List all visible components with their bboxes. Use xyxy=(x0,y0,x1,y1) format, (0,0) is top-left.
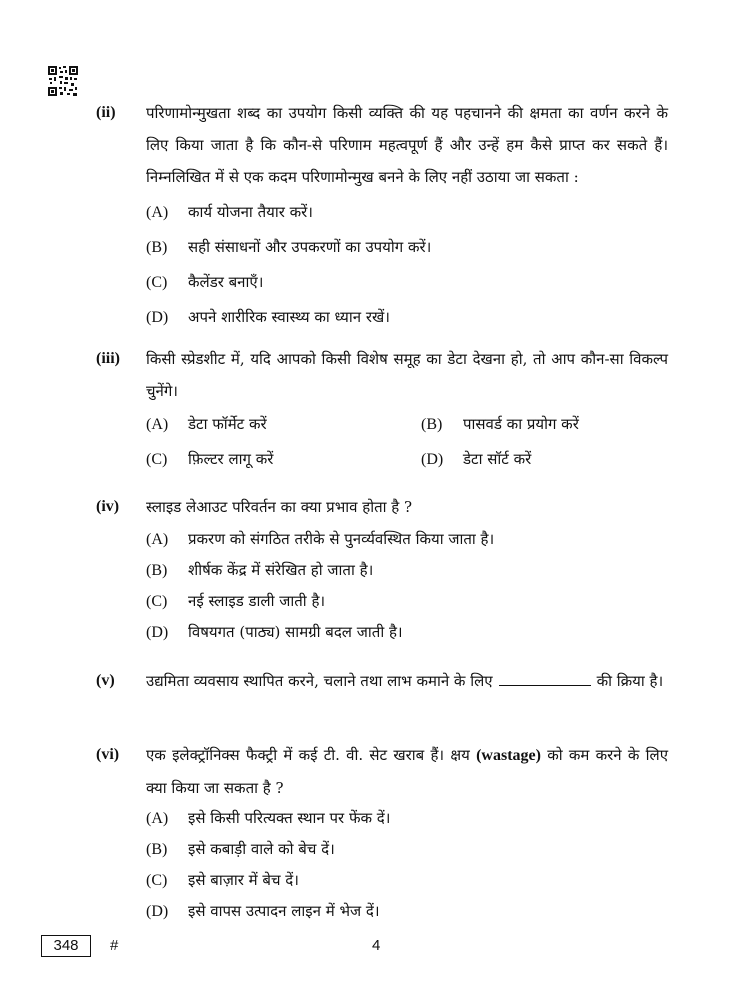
option-c: (C) कैलेंडर बनाएँ। xyxy=(146,273,264,291)
question-stem: उद्यमिता व्यवसाय स्थापित करने, चलाने तथा लाभ कमाने के लिए की क्रिया है। xyxy=(146,672,664,690)
option-a: (A) प्रकरण को संगठित तरीके से पुनर्व्यवस्थित किया जाता है। xyxy=(146,530,495,548)
option-a: (A) इसे किसी परित्यक्त स्थान पर फेंक दें। xyxy=(146,809,391,827)
hash-mark: # xyxy=(110,937,119,954)
question-number: (vi) xyxy=(96,746,120,763)
qr-code-icon xyxy=(47,65,79,97)
option-b: (B) इसे कबाड़ी वाले को बेच दें। xyxy=(146,840,335,858)
question-stem: परिणामोन्मुखता शब्द का उपयोग किसी व्यक्ति की यह पहचानने की क्षमता का वर्णन करने के लिए किया जाता है कि कौन-से परिणाम महत्वपूर्ण हैं और उन्हें हम कैसे प्राप्त कर सकते हैं। निम्नलिखित में से एक कदम परिणामोन्मुख बनने के लिए नहीं उठाया जा सकता : xyxy=(146,104,668,186)
option-a: (A) कार्य योजना तैयार करें। xyxy=(146,203,313,221)
option-d: (D) अपने शारीरिक स्वास्थ्य का ध्यान रखें। xyxy=(146,308,390,326)
option-d: (D) विषयगत (पाठ्य) सामग्री बदल जाती है। xyxy=(146,623,403,641)
option-c: (C) फ़िल्टर लागू करें xyxy=(146,450,274,468)
paper-code-box: 348 xyxy=(41,935,91,957)
option-a: (A) डेटा फॉर्मेट करें xyxy=(146,415,267,433)
page-number: 4 xyxy=(372,937,381,954)
answer-blank xyxy=(499,685,591,686)
option-d: (D) डेटा सॉर्ट करें xyxy=(421,450,532,468)
option-b: (B) सही संसाधनों और उपकरणों का उपयोग करें। xyxy=(146,238,432,256)
question-number: (ii) xyxy=(96,104,116,121)
question-stem: किसी स्प्रेडशीट में, यदि आपको किसी विशेष समूह का डेटा देखना हो, तो आप कौन-सा विकल्प चुनेंगे। xyxy=(146,350,668,400)
option-b: (B) पासवर्ड का प्रयोग करें xyxy=(421,415,579,433)
option-b: (B) शीर्षक केंद्र में संरेखित हो जाता है। xyxy=(146,561,374,579)
option-c: (C) नई स्लाइड डाली जाती है। xyxy=(146,592,326,610)
option-d: (D) इसे वापस उत्पादन लाइन में भेज दें। xyxy=(146,902,380,920)
question-number: (v) xyxy=(96,672,115,689)
option-c: (C) इसे बाज़ार में बेच दें। xyxy=(146,871,299,889)
question-number: (iv) xyxy=(96,498,120,515)
question-stem: स्लाइड लेआउट परिवर्तन का क्या प्रभाव होता है ? xyxy=(146,498,413,516)
question-stem: एक इलेक्ट्रॉनिक्स फैक्ट्री में कई टी. वी. सेट खराब हैं। क्षय (wastage) को कम करने के लिए क्या किया जा सकता है ? xyxy=(146,746,668,797)
question-number: (iii) xyxy=(96,350,120,367)
